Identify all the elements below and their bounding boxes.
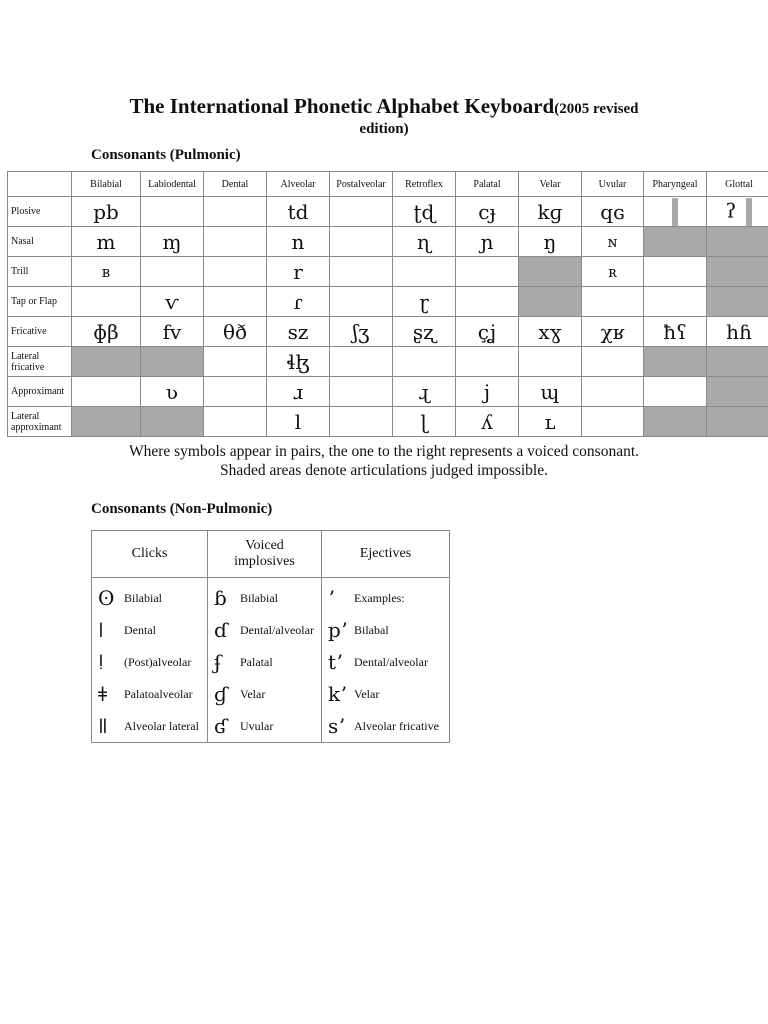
ejective-symbol[interactable]: tʼ (328, 650, 343, 674)
symbol-cell[interactable]: ⱱ (141, 287, 204, 317)
symbol-cell[interactable] (644, 287, 707, 317)
ejective-label: Bilabal (354, 622, 389, 637)
implosive-label: Bilabial (240, 590, 278, 605)
header-clicks: Clicks (92, 531, 208, 578)
row-label-plosive: Plosive (8, 197, 72, 227)
symbol-cell[interactable] (72, 287, 141, 317)
shaded-cell (707, 227, 768, 257)
symbol-cell[interactable]: r (267, 257, 330, 287)
ejective-symbol[interactable]: ʼ (328, 586, 335, 610)
corner-cell (8, 172, 72, 197)
symbol-cell[interactable] (204, 287, 267, 317)
list-item[interactable] (98, 678, 207, 710)
click-label: Alveolar lateral (124, 718, 199, 733)
symbol-cell[interactable] (330, 347, 393, 377)
col-postalveolar: Postalveolar (330, 172, 393, 197)
implosive-symbol[interactable]: ɠ (214, 682, 228, 706)
ejective-label: Examples: (354, 590, 405, 605)
symbol-cell[interactable] (393, 347, 456, 377)
shaded-cell (72, 347, 141, 377)
shaded-cell (707, 407, 768, 437)
header-row (8, 172, 768, 197)
symbol-cell[interactable]: ʈɖ (393, 197, 456, 227)
shaded-cell (519, 257, 582, 287)
col-velar: Velar (519, 172, 582, 197)
header-ejectives: Ejectives (322, 531, 450, 578)
symbol-cell[interactable] (141, 257, 204, 287)
list-item[interactable] (214, 710, 321, 742)
clicks-column (92, 578, 208, 743)
symbol-cell[interactable]: ħʕ (644, 317, 707, 347)
symbol-cell[interactable] (456, 257, 519, 287)
ejective-symbol[interactable]: kʼ (328, 682, 347, 706)
symbol-cell[interactable]: ɽ (393, 287, 456, 317)
symbol-cell[interactable]: pb (72, 197, 141, 227)
symbol-cell[interactable]: ʃʒ (330, 317, 393, 347)
note-pairs: Where symbols appear in pairs, the one to the right represents a voiced consonant. (128, 443, 640, 460)
row-fricative (8, 317, 768, 347)
list-item[interactable] (98, 710, 207, 742)
symbol-glottal-stop[interactable]: ʔ (725, 198, 737, 222)
symbol-cell[interactable]: ʎ (456, 407, 519, 437)
shaded-cell (644, 407, 707, 437)
symbol-cell[interactable] (330, 197, 393, 227)
shaded-area (746, 198, 752, 226)
symbol-cell[interactable] (204, 197, 267, 227)
symbol-cell[interactable] (582, 407, 644, 437)
list-item[interactable] (214, 646, 321, 678)
row-lateral-approximant (8, 407, 768, 437)
symbol-cell[interactable] (456, 287, 519, 317)
symbol-cell[interactable]: ʂʐ (393, 317, 456, 347)
symbol-cell[interactable] (330, 287, 393, 317)
title-main: The International Phonetic Alphabet Keyboard (129, 94, 555, 118)
ejective-label: Velar (354, 686, 380, 701)
symbol-cell[interactable]: ɲ (456, 227, 519, 257)
col-uvular: Uvular (582, 172, 644, 197)
col-dental: Dental (204, 172, 267, 197)
symbol-cell[interactable]: ŋ (519, 227, 582, 257)
col-retroflex: Retroflex (393, 172, 456, 197)
list-item[interactable] (98, 646, 207, 678)
row-label-lateral-approximant: Lateral approximant (8, 407, 72, 437)
ejectives-column (322, 578, 450, 743)
symbol-cell[interactable] (204, 347, 267, 377)
row-label-approximant: Approximant (8, 377, 72, 407)
pharyngeal-plosive-cell (644, 197, 707, 227)
symbol-cell[interactable]: χʁ (582, 317, 644, 347)
implosive-label: Uvular (240, 718, 274, 733)
click-symbol[interactable]: ǀ (98, 618, 104, 642)
list-item[interactable] (214, 678, 321, 710)
symbol-cell[interactable] (330, 407, 393, 437)
symbol-cell[interactable] (582, 377, 644, 407)
symbol-cell[interactable] (582, 287, 644, 317)
symbol-cell[interactable] (204, 377, 267, 407)
symbol-cell[interactable]: ɹ (267, 377, 330, 407)
list-item[interactable] (328, 710, 449, 742)
implosive-symbol[interactable]: ʛ (214, 714, 228, 738)
row-label-lateral-fricative: Lateral fricative (8, 347, 72, 377)
symbol-cell[interactable]: ɱ (141, 227, 204, 257)
symbol-cell[interactable] (582, 347, 644, 377)
symbol-cell[interactable]: n (267, 227, 330, 257)
row-approximant (8, 377, 768, 407)
implosive-symbol[interactable]: ɓ (214, 586, 227, 610)
shaded-cell (519, 287, 582, 317)
click-symbol[interactable]: ʘ (98, 586, 115, 610)
ejective-label: Dental/alveolar (354, 654, 428, 669)
page-title (0, 94, 768, 119)
symbol-cell[interactable] (204, 227, 267, 257)
click-label: Palatoalveolar (124, 686, 193, 701)
symbol-cell[interactable]: θð (204, 317, 267, 347)
shaded-cell (72, 407, 141, 437)
implosive-symbol[interactable]: ʄ (214, 650, 222, 674)
symbol-cell[interactable]: fv (141, 317, 204, 347)
ejective-label: Alveolar fricative (354, 718, 439, 733)
shaded-cell (644, 347, 707, 377)
implosive-label: Palatal (240, 654, 273, 669)
symbol-cell[interactable] (644, 257, 707, 287)
symbol-cell[interactable]: ʙ (72, 257, 141, 287)
col-bilabial: Bilabial (72, 172, 141, 197)
symbol-cell[interactable]: ʟ (519, 407, 582, 437)
symbol-cell[interactable]: qɢ (582, 197, 644, 227)
shaded-cell (707, 377, 768, 407)
row-plosive (8, 197, 768, 227)
click-label: Dental (124, 622, 156, 637)
glottal-plosive-cell[interactable] (707, 197, 768, 227)
shaded-area (672, 198, 678, 226)
click-symbol[interactable]: ǂ (98, 682, 108, 706)
pulmonic-heading: Consonants (Pulmonic) (91, 147, 241, 163)
implosive-label: Dental/alveolar (240, 622, 314, 637)
implosives-column (208, 578, 322, 743)
symbol-cell[interactable]: ʋ (141, 377, 204, 407)
symbol-cell[interactable]: çʝ (456, 317, 519, 347)
symbol-cell[interactable] (72, 377, 141, 407)
symbol-cell[interactable]: ɳ (393, 227, 456, 257)
list-item[interactable] (328, 582, 449, 614)
title-suffix: (2005 revised (554, 101, 639, 117)
symbol-cell[interactable]: cɟ (456, 197, 519, 227)
list-item[interactable] (328, 678, 449, 710)
nonpulmonic-body-row (92, 578, 450, 743)
row-lateral-fricative (8, 347, 768, 377)
symbol-cell[interactable]: ɻ (393, 377, 456, 407)
col-glottal: Glottal (707, 172, 768, 197)
symbol-cell[interactable] (141, 197, 204, 227)
symbol-cell[interactable] (204, 407, 267, 437)
symbol-cell[interactable]: sz (267, 317, 330, 347)
shaded-cell (707, 287, 768, 317)
shaded-cell (141, 347, 204, 377)
shaded-cell (644, 227, 707, 257)
list-item[interactable] (328, 646, 449, 678)
symbol-cell[interactable]: ɬɮ (267, 347, 330, 377)
nonpulmonic-header-row (92, 531, 450, 578)
symbol-cell[interactable]: td (267, 197, 330, 227)
click-symbol[interactable]: ǁ (98, 714, 108, 738)
symbol-cell[interactable]: hɦ (707, 317, 768, 347)
list-item[interactable] (214, 582, 321, 614)
click-label: (Post)alveolar (124, 654, 192, 669)
row-trill (8, 257, 768, 287)
list-item[interactable] (214, 614, 321, 646)
symbol-cell[interactable]: ɰ (519, 377, 582, 407)
nonpulmonic-heading: Consonants (Non-Pulmonic) (91, 501, 273, 517)
shaded-cell (707, 347, 768, 377)
row-label-fricative: Fricative (8, 317, 72, 347)
symbol-cell[interactable]: m (72, 227, 141, 257)
col-alveolar: Alveolar (267, 172, 330, 197)
ejective-symbol[interactable]: sʼ (328, 714, 345, 738)
symbol-cell[interactable]: ɭ (393, 407, 456, 437)
col-pharyngeal: Pharyngeal (644, 172, 707, 197)
implosive-label: Velar (240, 686, 266, 701)
symbol-cell[interactable]: ɸβ (72, 317, 141, 347)
col-labiodental: Labiodental (141, 172, 204, 197)
symbol-cell[interactable]: ɾ (267, 287, 330, 317)
symbol-cell[interactable] (519, 347, 582, 377)
title-suffix-line2: edition) (359, 121, 409, 137)
row-label-tap-or-flap: Tap or Flap (8, 287, 72, 317)
ejective-symbol[interactable]: pʼ (328, 618, 348, 642)
symbol-cell[interactable]: kɡ (519, 197, 582, 227)
click-symbol[interactable]: ǃ (98, 650, 104, 674)
symbol-cell[interactable] (330, 377, 393, 407)
list-item[interactable] (98, 582, 207, 614)
nonpulmonic-table (91, 530, 450, 743)
header-implosives: Voiced implosives (208, 531, 322, 578)
pulmonic-table (7, 171, 768, 437)
symbol-cell[interactable] (456, 347, 519, 377)
note-shaded: Shaded areas denote articulations judged impossible. (220, 462, 548, 479)
list-item[interactable] (98, 614, 207, 646)
symbol-cell[interactable] (644, 377, 707, 407)
symbol-cell[interactable] (393, 257, 456, 287)
symbol-cell[interactable]: ɴ (582, 227, 644, 257)
symbol-cell[interactable] (330, 227, 393, 257)
list-item[interactable] (328, 614, 449, 646)
col-palatal: Palatal (456, 172, 519, 197)
click-label: Bilabial (124, 590, 162, 605)
symbol-cell[interactable]: j (456, 377, 519, 407)
symbol-cell[interactable] (204, 257, 267, 287)
symbol-cell[interactable]: ʀ (582, 257, 644, 287)
implosive-symbol[interactable]: ɗ (214, 618, 228, 642)
row-label-trill: Trill (8, 257, 72, 287)
row-tap-or-flap (8, 287, 768, 317)
row-label-nasal: Nasal (8, 227, 72, 257)
symbol-cell[interactable]: l (267, 407, 330, 437)
row-nasal (8, 227, 768, 257)
symbol-cell[interactable] (330, 257, 393, 287)
shaded-cell (707, 257, 768, 287)
shaded-cell (141, 407, 204, 437)
symbol-cell[interactable]: xɣ (519, 317, 582, 347)
